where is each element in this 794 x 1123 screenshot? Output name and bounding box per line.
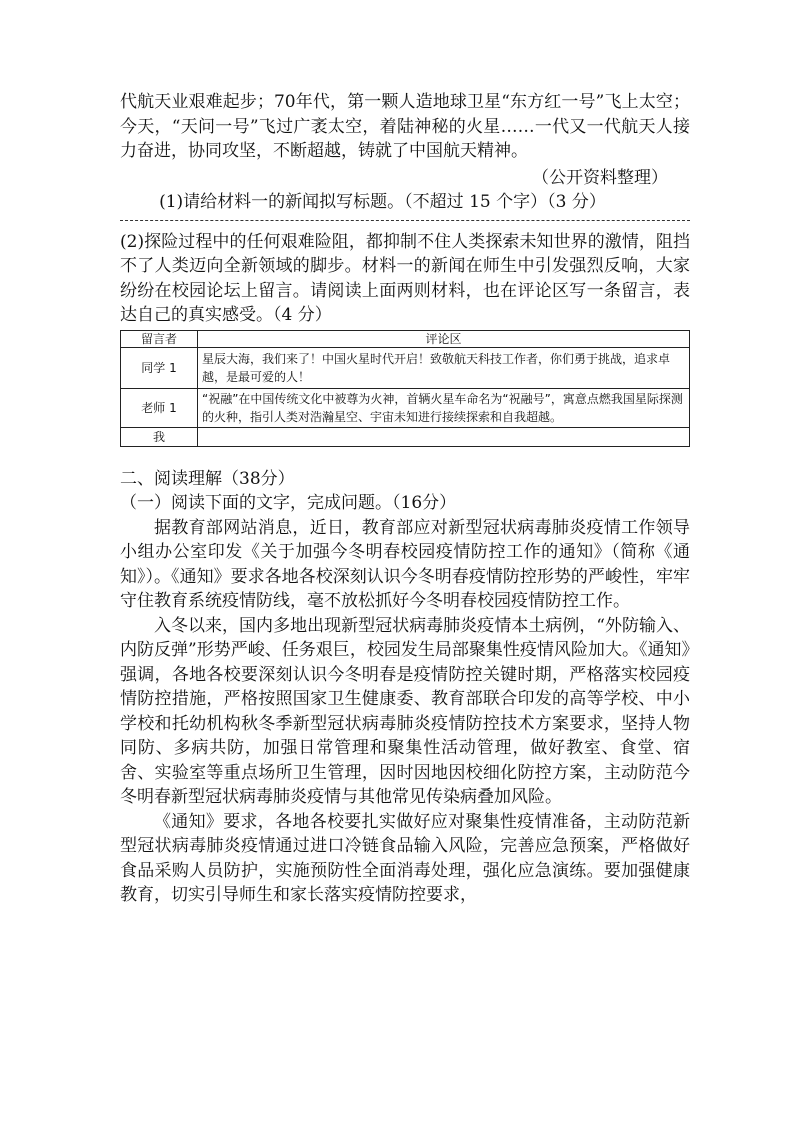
comment-text: 星辰大海，我们来了！中国火星时代开启！致敬航天科技工作者，你们勇于挑战，追求卓越，是最可爱的人！ (198, 347, 690, 388)
comment-row-student (121, 347, 690, 388)
question-1: (1)请给材料一的新闻拟写标题。（不超过 15 个字）（3 分） (159, 192, 606, 212)
reading-paragraph-2: 入冬以来，国内多地出现新型冠状病毒肺炎疫情本土病例，“外防输入、内防反弹”形势严峻、任务艰巨，校园发生局部聚集性疫情风险加大。《通知》强调，各地各校要深刻认识今冬明春是疫情防控关键时期，严格落实校园疫情防控措施，严格按照国家卫生健康委、教育部联合印发的高等学校、中小学校和托幼机构秋冬季新型冠状病毒肺炎疫情防控技术方案要求，坚持人物同防、多病共防，加强日常管理和聚集性活动管理，做好教室、食堂、宿舍、实验室等重点场所卫生管理，因时因地因校细化防控方案，主动防范今冬明春新型冠状病毒肺炎疫情与其他常见传染病叠加风险。 (120, 615, 690, 807)
comment-author: 老师 1 (121, 388, 198, 427)
comment-text: “祝融”在中国传统文化中被尊为火神，首辆火星车命名为“祝融号”，寓意点燃我国星际探测的火种，指引人类对浩瀚星空、宇宙未知进行接续探索和自我超越。 (198, 388, 690, 427)
page-content (120, 90, 690, 908)
source-note: （公开资料整理） (532, 167, 668, 188)
comment-answer-cell[interactable] (198, 427, 690, 446)
header-author: 留言者 (121, 330, 198, 347)
answer-blank-line[interactable] (120, 219, 690, 221)
section-2-title: 二、阅读理解（38分） (120, 468, 295, 489)
comment-row-teacher (121, 388, 690, 427)
comment-table-header-row (121, 330, 690, 347)
reading-paragraph-1: 据教育部网站消息，近日，教育部应对新型冠状病毒肺炎疫情工作领导小组办公室印发《关于加强今冬明春校园疫情防控工作的通知》（简称《通知》）。《通知》要求各地各校深刻认识今冬明春疫情防控形势的严峻性，牢牢守住教育系统疫情防线，毫不放松抓好今冬明春校园疫情防控工作。 (120, 517, 690, 611)
reading-paragraph-3: 《通知》要求，各地各校要扎实做好应对聚集性疫情准备，主动防范新型冠状病毒肺炎疫情通过进口冷链食品输入风险，完善应急预案，严格做好食品采购人员防护，实施预防性全面消毒处理，强化应急演练。要加强健康教育，切实引导师生和家长落实疫情防控要求， (120, 811, 690, 905)
comment-author: 同学 1 (121, 347, 198, 388)
question-2: (2)探险过程中的任何艰难险阻，都抑制不住人类探索未知世界的激情，阻挡不了人类迈向全新领域的脚步。材料一的新闻在师生中引发强烈反响，大家纷纷在校园论坛上留言。请阅读上面两则材料，也在评论区写一条留言，表达自己的真实感受。（4 分） (120, 231, 690, 325)
part-1-title: （一）阅读下面的文字，完成问题。（16分） (120, 493, 457, 513)
comment-table (120, 330, 690, 447)
comment-row-me (121, 427, 690, 446)
header-comment: 评论区 (198, 330, 690, 347)
material-closing-paragraph: 代航天业艰难起步；70年代，第一颗人造地球卫星“东方红一号”飞上太空；今天，“天问一号”飞过广袤太空，着陆神秘的火星……一代又一代航天人接力奋进，协同攻坚，不断超越，铸就了中国航天精神。 (120, 92, 690, 161)
comment-author: 我 (121, 427, 198, 446)
